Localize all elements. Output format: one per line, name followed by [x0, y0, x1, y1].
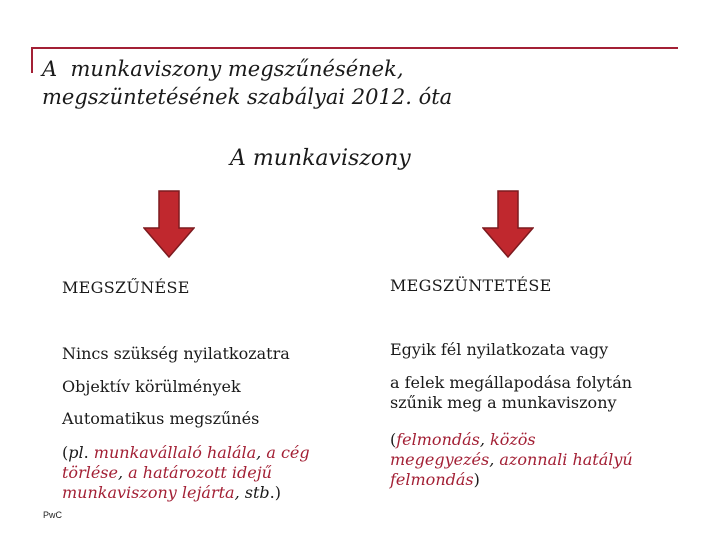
frame-left-line: [31, 47, 33, 73]
right-paren-close: ): [473, 470, 480, 489]
left-sep-3: ,: [234, 483, 245, 502]
title-line-2: megszüntetésének szabályai 2012. óta: [42, 85, 453, 109]
right-sep-2: ,: [489, 450, 500, 469]
right-item-2: a felek megállapodása folytán szűnik meg a munkaviszony: [390, 373, 633, 412]
left-example-2: a cég törlése: [62, 443, 310, 482]
right-item-1: Egyik fél nyilatkozata vagy: [390, 340, 609, 359]
left-item-2: Objektív körülmények: [62, 377, 241, 396]
left-stb: stb: [244, 483, 270, 502]
left-heading: MEGSZŰNÉSE: [62, 278, 190, 297]
left-example-3: a határozott idejű munkaviszony lejárta: [62, 463, 272, 502]
left-sep-2: ,: [117, 463, 129, 482]
right-down-arrow-icon: [482, 190, 534, 258]
left-paren-open: (: [62, 443, 69, 462]
pwc-logo: PwC: [43, 510, 63, 520]
right-sep-1: ,: [479, 430, 491, 449]
left-examples: [62, 443, 357, 503]
right-paren-open: (: [390, 430, 397, 449]
frame-top-line: [31, 47, 678, 49]
left-item-1: Nincs szükség nyilatkozatra: [62, 344, 290, 363]
right-examples: [390, 430, 680, 490]
slide-subtitle: A munkaviszony: [230, 146, 411, 171]
right-example-3: azonnali hatályú felmondás: [390, 450, 633, 489]
right-heading: MEGSZÜNTETÉSE: [390, 276, 552, 295]
left-down-arrow-icon: [143, 190, 195, 258]
right-example-2: közös megegyezés: [390, 430, 536, 469]
title-line-1: A munkaviszony megszűnésének,: [42, 57, 404, 81]
left-example-1: munkavállaló halála: [93, 443, 257, 462]
left-sep-1: ,: [256, 443, 267, 462]
left-paren-close: .): [269, 483, 281, 502]
left-pl: pl: [68, 443, 84, 462]
left-item-3: Automatikus megszűnés: [62, 409, 260, 428]
left-dot: .: [83, 443, 94, 462]
slide-title: [42, 55, 682, 111]
right-example-1: felmondás: [396, 430, 480, 449]
